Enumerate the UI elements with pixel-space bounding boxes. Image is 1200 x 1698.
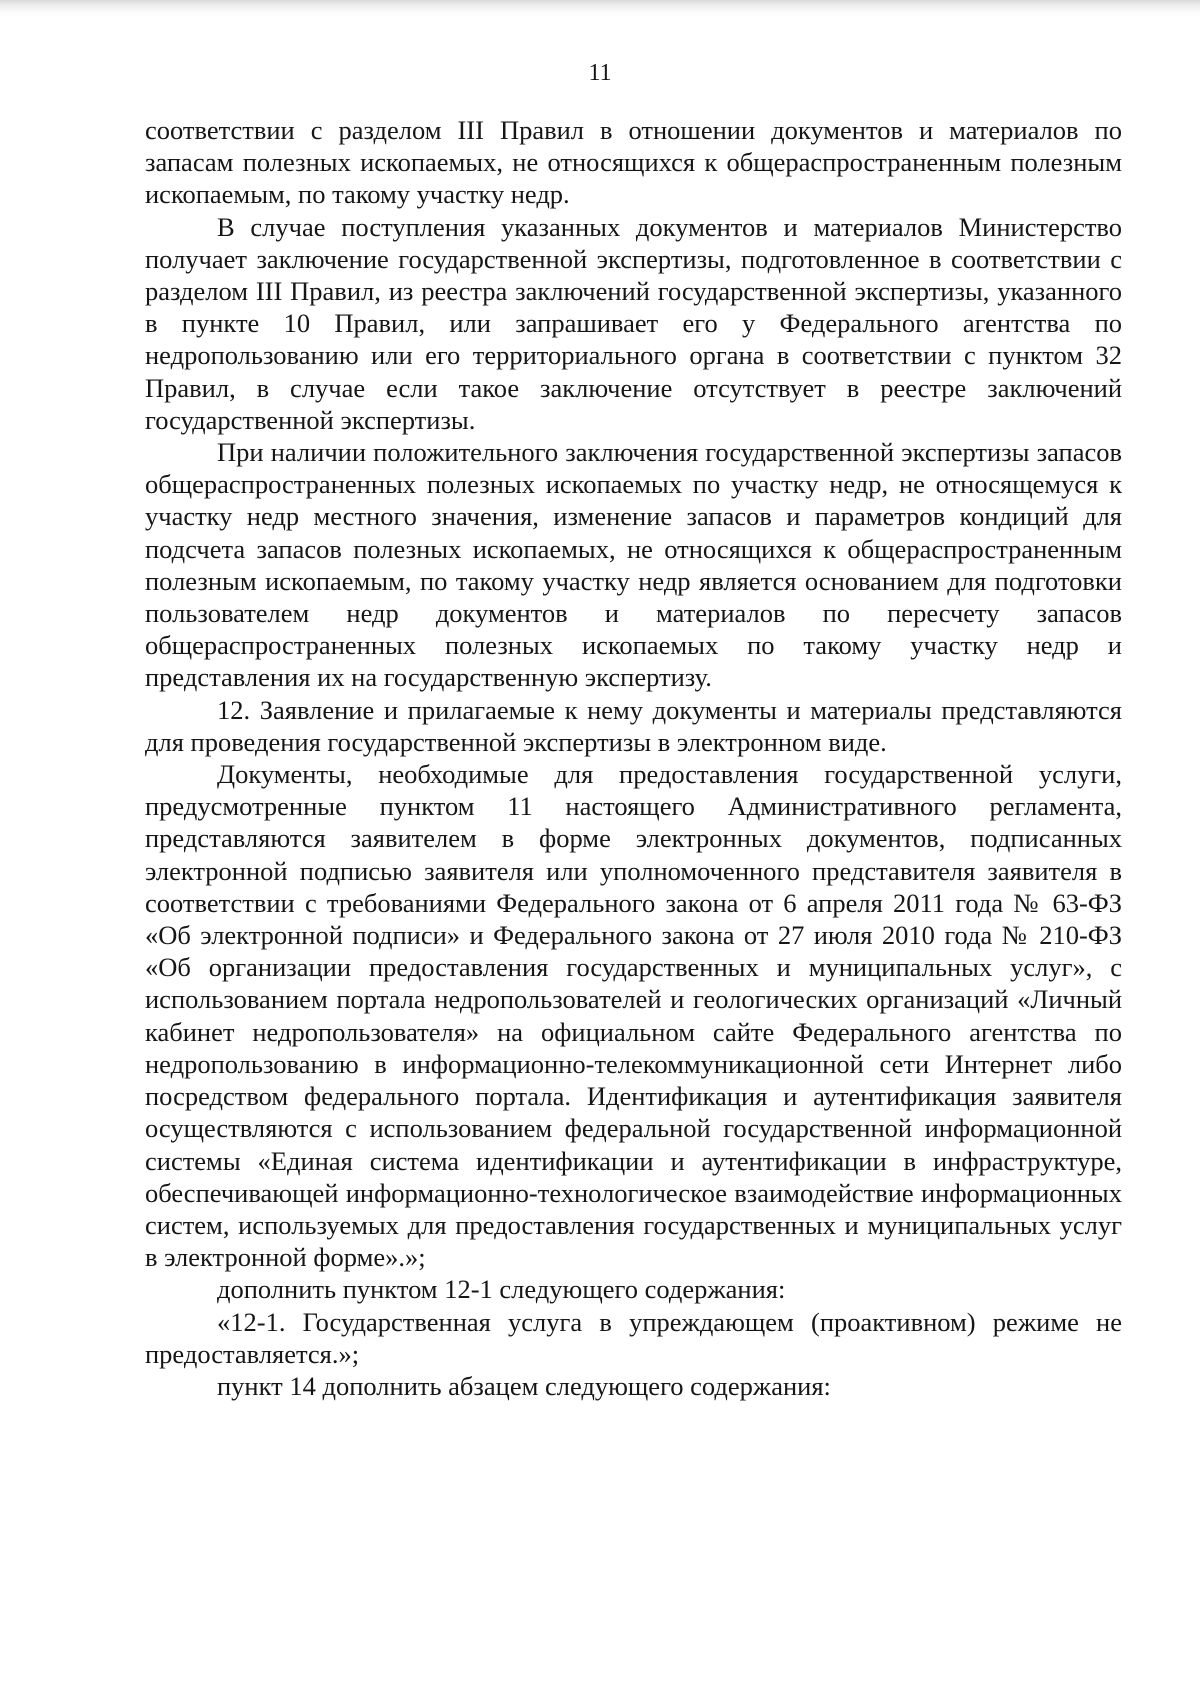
- document-body: [145, 114, 1122, 1402]
- paragraph-item-14-addition: пункт 14 дополнить абзацем следующего содержания:: [217, 1370, 831, 1401]
- paragraph-add-item-12-1: дополнить пунктом 12-1 следующего содержания:: [217, 1274, 786, 1305]
- paragraph-continuation: соответствии с разделом III Правил в отношении документов и материалов по запасам полезных ископаемых, не относящихся к общераспространенным полезным ископаемым, по такому участку недр.: [145, 115, 1122, 210]
- paragraph-documents-electronic: Документы, необходимые для предоставления государственной услуги, предусмотренные пунктом 11 настоящего Административного регламента, представляются заявителем в форме электронных документов, подписанных электронной подписью заявителя или уполномоченного представителя заявителя в соответствии с требованиями Федерального закона от 6 апреля 2011 года № 63-ФЗ «Об электронной подписи» и Федерального закона от 27 июля 2010 года № 210-ФЗ «Об организации предоставления государственных и муниципальных услуг», с использованием портала недропользователей и геологических организаций «Личный кабинет недропользователя» на официальном сайте Федерального агентства по недропользованию в информационно-телекоммуникационной сети Интернет либо посредством федерального портала. Идентификация и аутентификация заявителя осуществляются с использованием федеральной государственной информационной системы «Единая система идентификации и аутентификации в инфраструктуре, обеспечивающей информационно-технологическое взаимодействие информационных систем, используемых для предоставления государственных и муниципальных услуг в электронной форме».»;: [145, 759, 1122, 1273]
- page-number: 11: [588, 60, 612, 86]
- paragraph-ministry-conclusion: В случае поступления указанных документов и материалов Министерство получает заключение государственной экспертизы, подготовленное в соответствии с разделом III Правил, из реестра заключений государственной экспертизы, указанного в пункте 10 Правил, или запрашивает его у Федерального агентства по недропользованию или его территориального органа в соответствии с пунктом 32 Правил, в случае если такое заключение отсутствует в реестре заключений государственной экспертизы.: [145, 211, 1122, 435]
- paragraph-positive-conclusion: При наличии положительного заключения государственной экспертизы запасов общераспространенных полезных ископаемых по участку недр, не относящемуся к участку недр местного значения, изменение запасов и параметров кондиций для подсчета запасов полезных ископаемых, не относящихся к общераспространенным полезным ископаемым, по такому участку недр является основанием для подготовки пользователем недр документов и материалов по пересчету запасов общераспространенных полезных ископаемых по такому участку недр и представления их на государственную экспертизу.: [145, 437, 1122, 693]
- paragraph-item-12-1-text: «12-1. Государственная услуга в упреждающем (проактивном) режиме не предоставляется.»;: [145, 1306, 1122, 1369]
- scan-edge-shadow: [0, 0, 1200, 14]
- paragraph-item-12: 12. Заявление и прилагаемые к нему документы и материалы представляются для проведения государственной экспертизы в электронном виде.: [145, 694, 1122, 757]
